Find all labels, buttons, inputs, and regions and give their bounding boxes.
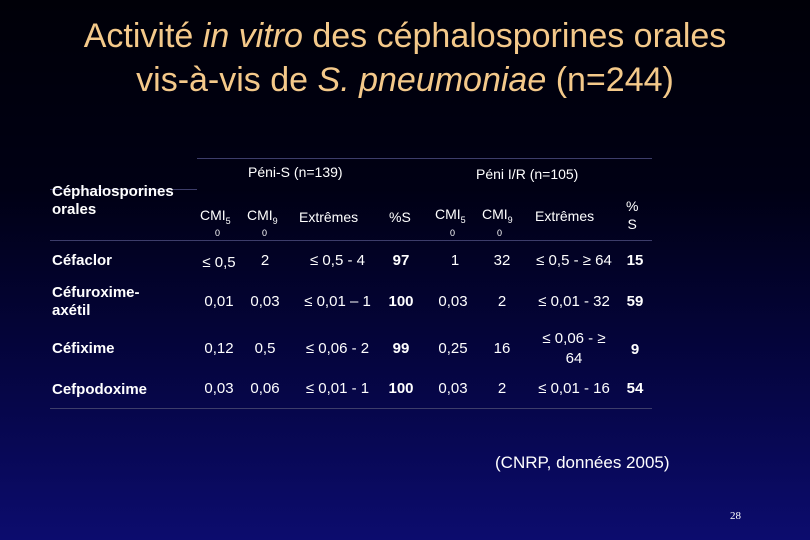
s-cmi90: 0,5 [254, 340, 276, 357]
header-rule-top [197, 158, 652, 159]
col-header-s-pct: %S [389, 209, 411, 225]
title-line-2: vis-à-vis de S. pneumoniae (n=244) [136, 61, 674, 99]
r-cmi50: 0,03 [438, 380, 468, 397]
r-pct: 9 [630, 341, 640, 358]
s-cmi50: 0,12 [204, 340, 234, 357]
s-extremes: ≤ 0,01 – 1 [304, 293, 371, 310]
col-header-r-cmi90-sub0: 0 [497, 228, 503, 238]
s-cmi50: 0,03 [204, 380, 234, 397]
col-header-s-cmi90-sub0: 0 [262, 228, 268, 238]
s-pct: 97 [392, 252, 410, 269]
drug-name: Céfuroxime- axétil [52, 284, 140, 319]
col-header-r-pct: % S [626, 198, 639, 232]
col-header-r-cmi90: $CMI_9$ [482, 206, 513, 225]
s-cmi90: 0,06 [250, 380, 280, 397]
page-number: 28 [730, 510, 741, 522]
r-cmi90: 16 [493, 340, 511, 357]
s-extremes: ≤ 0,01 - 1 [305, 380, 370, 397]
col-header-s-cmi90: $CMI_9$ [247, 207, 278, 226]
r-extremes: ≤ 0,01 - 32 [538, 293, 610, 310]
r-pct: 59 [626, 293, 644, 310]
r-cmi90: 32 [493, 252, 511, 269]
group-header-peni-s: Péni-S (n=139) [248, 164, 343, 180]
r-extremes: ≤ 0,01 - 16 [538, 380, 610, 397]
header-rule-bottom [50, 240, 652, 241]
r-cmi90: 2 [497, 380, 507, 397]
r-cmi50: 0,03 [438, 293, 468, 310]
s-pct: 100 [388, 380, 414, 397]
col-header-r-cmi50: $CMI_5$ [435, 206, 466, 225]
group-header-peni-ir: Péni I/R (n=105) [476, 166, 579, 182]
r-pct: 15 [626, 252, 644, 269]
col-header-s-cmi50: $CMI_5$ [200, 207, 231, 226]
s-cmi50: ≤ 0,5 [202, 254, 236, 271]
s-extremes: ≤ 0,06 - 2 [305, 340, 370, 357]
drug-name: Cefpodoxime [52, 381, 148, 398]
s-cmi50: 0,01 [204, 293, 234, 310]
s-cmi90: 0,03 [250, 293, 280, 310]
col-header-r-cmi50-sub0: 0 [450, 228, 456, 238]
r-cmi50: 0,25 [438, 340, 468, 357]
slide-title [0, 14, 810, 102]
drug-name: Céfixime [52, 340, 115, 357]
r-pct: 54 [626, 380, 644, 397]
drug-name: Céfaclor [52, 252, 113, 269]
s-pct: 99 [392, 340, 410, 357]
col-header-s-cmi50-sub0: 0 [215, 228, 221, 238]
s-extremes: ≤ 0,5 - 4 [310, 252, 365, 269]
s-pct: 100 [388, 293, 414, 310]
r-cmi90: 2 [497, 293, 507, 310]
col-header-s-extremes: Extrêmes [299, 209, 359, 225]
row-header-label: Céphalosporines orales [52, 183, 174, 218]
r-extremes: ≤ 0,06 - ≥ 64 [542, 330, 606, 367]
r-extremes: ≤ 0,5 - ≥ 64 [536, 252, 612, 269]
col-header-r-extremes: Extrêmes [535, 208, 595, 224]
title-line-1: Activité in vitro des céphalosporines orales [83, 17, 727, 55]
source-footnote: (CNRP, données 2005) [495, 453, 670, 472]
table-rule-bottom [50, 408, 652, 409]
r-cmi50: 1 [450, 252, 460, 269]
s-cmi90: 2 [260, 252, 270, 269]
